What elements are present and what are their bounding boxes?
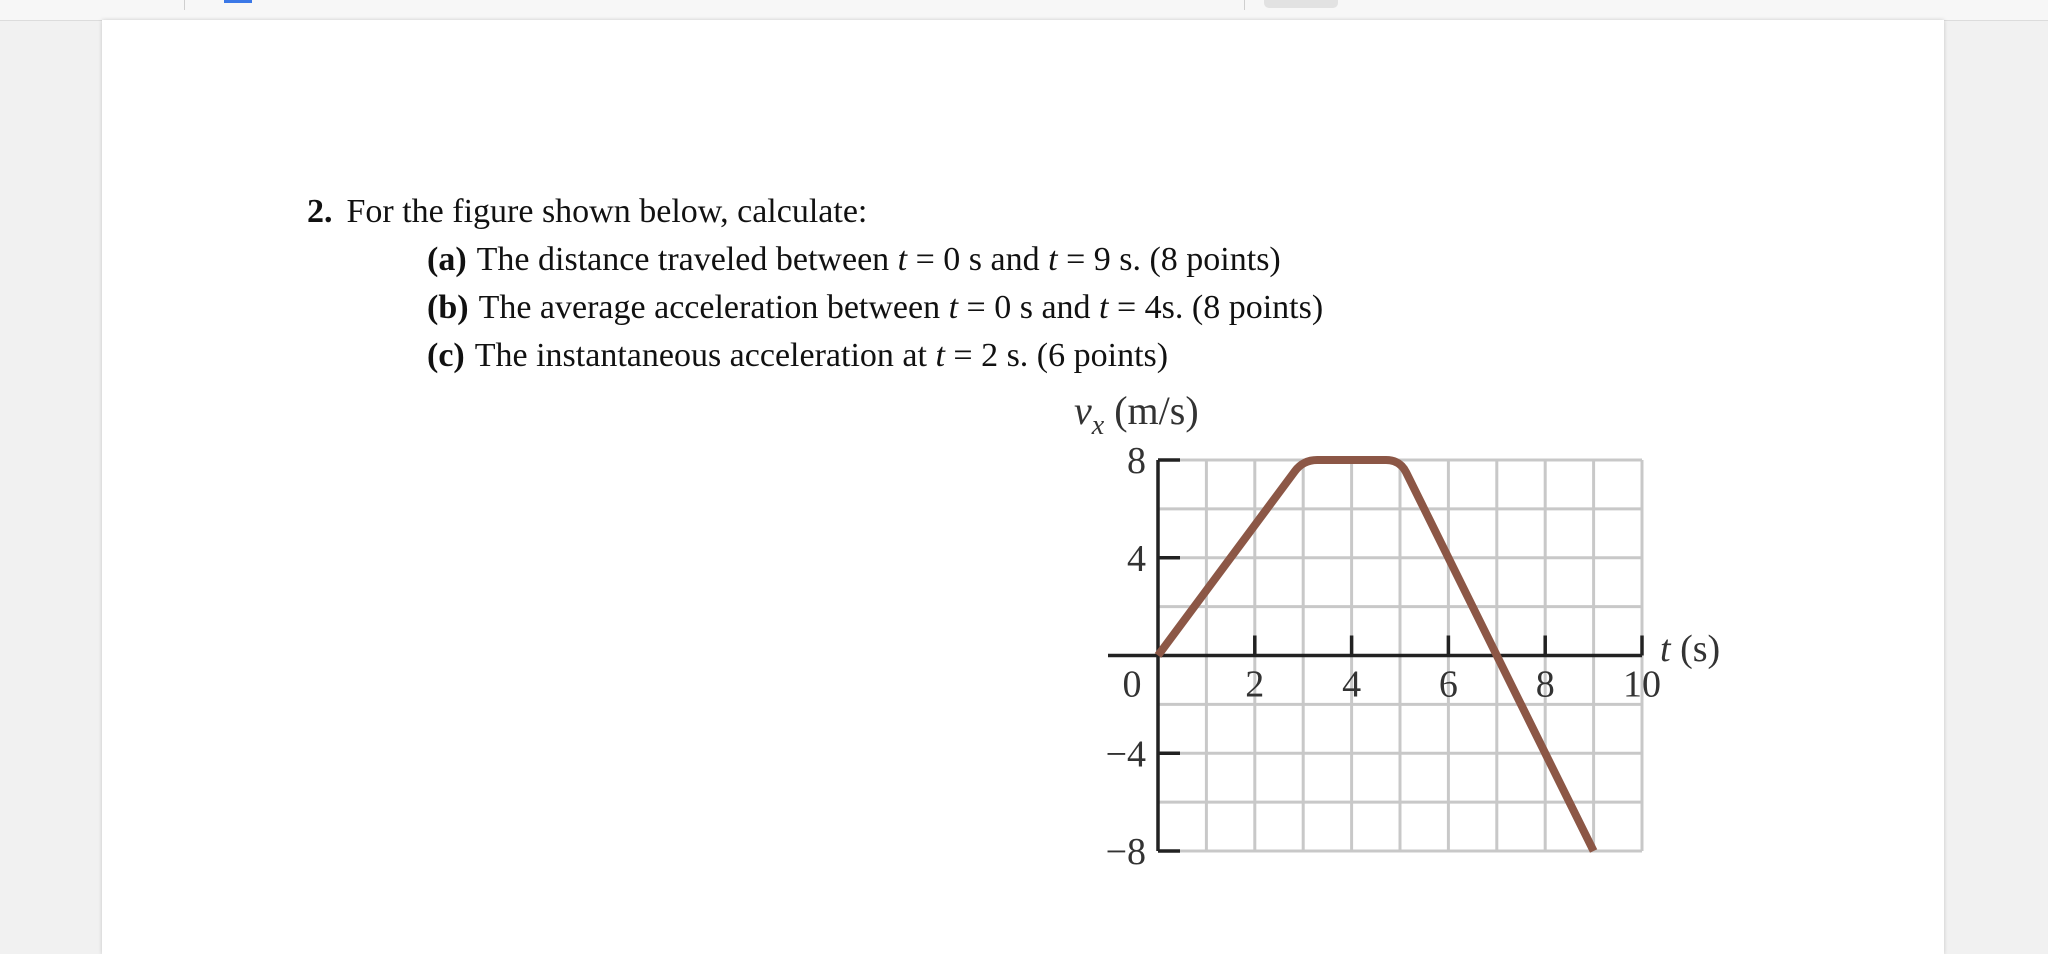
x-tick-label: 6 [1438,663,1458,706]
time-variable: t [948,289,959,326]
part-text: = 9 s. (8 points) [1057,241,1281,278]
y-tick-label: 4 [1127,537,1146,580]
toolbar-divider [1244,0,1245,10]
part-text: = 0 s and [907,241,1049,278]
toolbar-divider [184,0,185,10]
part-label: (b) [427,289,469,326]
part-text: = 0 s and [958,289,1100,326]
part-text: = 4s. (8 points) [1108,289,1324,326]
time-variable: t [1099,289,1109,326]
part-label: (a) [427,241,467,278]
x-tick-label: 8 [1535,663,1555,706]
y-tick-label: −8 [1105,831,1146,873]
y-tick-label: −4 [1105,733,1146,776]
toolbar-active-indicator [224,0,252,3]
part-label: (c) [427,337,465,374]
x-axis-label [1660,628,1720,670]
part-text: The instantaneous acceleration at [474,337,936,374]
x-axis-unit: (s) [1670,628,1721,670]
part-text: = 2 s. (6 points) [944,337,1169,374]
velocity-time-graph [102,20,1944,954]
part-text: The distance traveled between [476,241,898,278]
x-tick-label: 0 [1122,663,1142,706]
y-axis-var: v [1074,388,1092,433]
problem-number: 2. [307,193,333,230]
x-tick-label: 4 [1342,663,1362,706]
y-axis-label [1074,388,1199,441]
x-tick-label: 10 [1623,663,1661,706]
time-variable: t [1048,241,1058,278]
problem-heading-text: For the figure shown below, calculate: [346,193,868,230]
x-tick-label: 2 [1245,663,1265,706]
part-text: The average acceleration between [478,289,949,326]
y-axis-unit: (m/s) [1104,388,1199,433]
x-axis-var: t [1660,628,1671,670]
document-page [102,20,1944,954]
time-variable: t [897,241,908,278]
viewer-toolbar [0,0,2048,21]
y-axis-subscript: x [1091,410,1105,441]
toolbar-chip[interactable] [1264,0,1338,8]
time-variable: t [935,337,945,374]
y-tick-label: 8 [1127,440,1146,482]
